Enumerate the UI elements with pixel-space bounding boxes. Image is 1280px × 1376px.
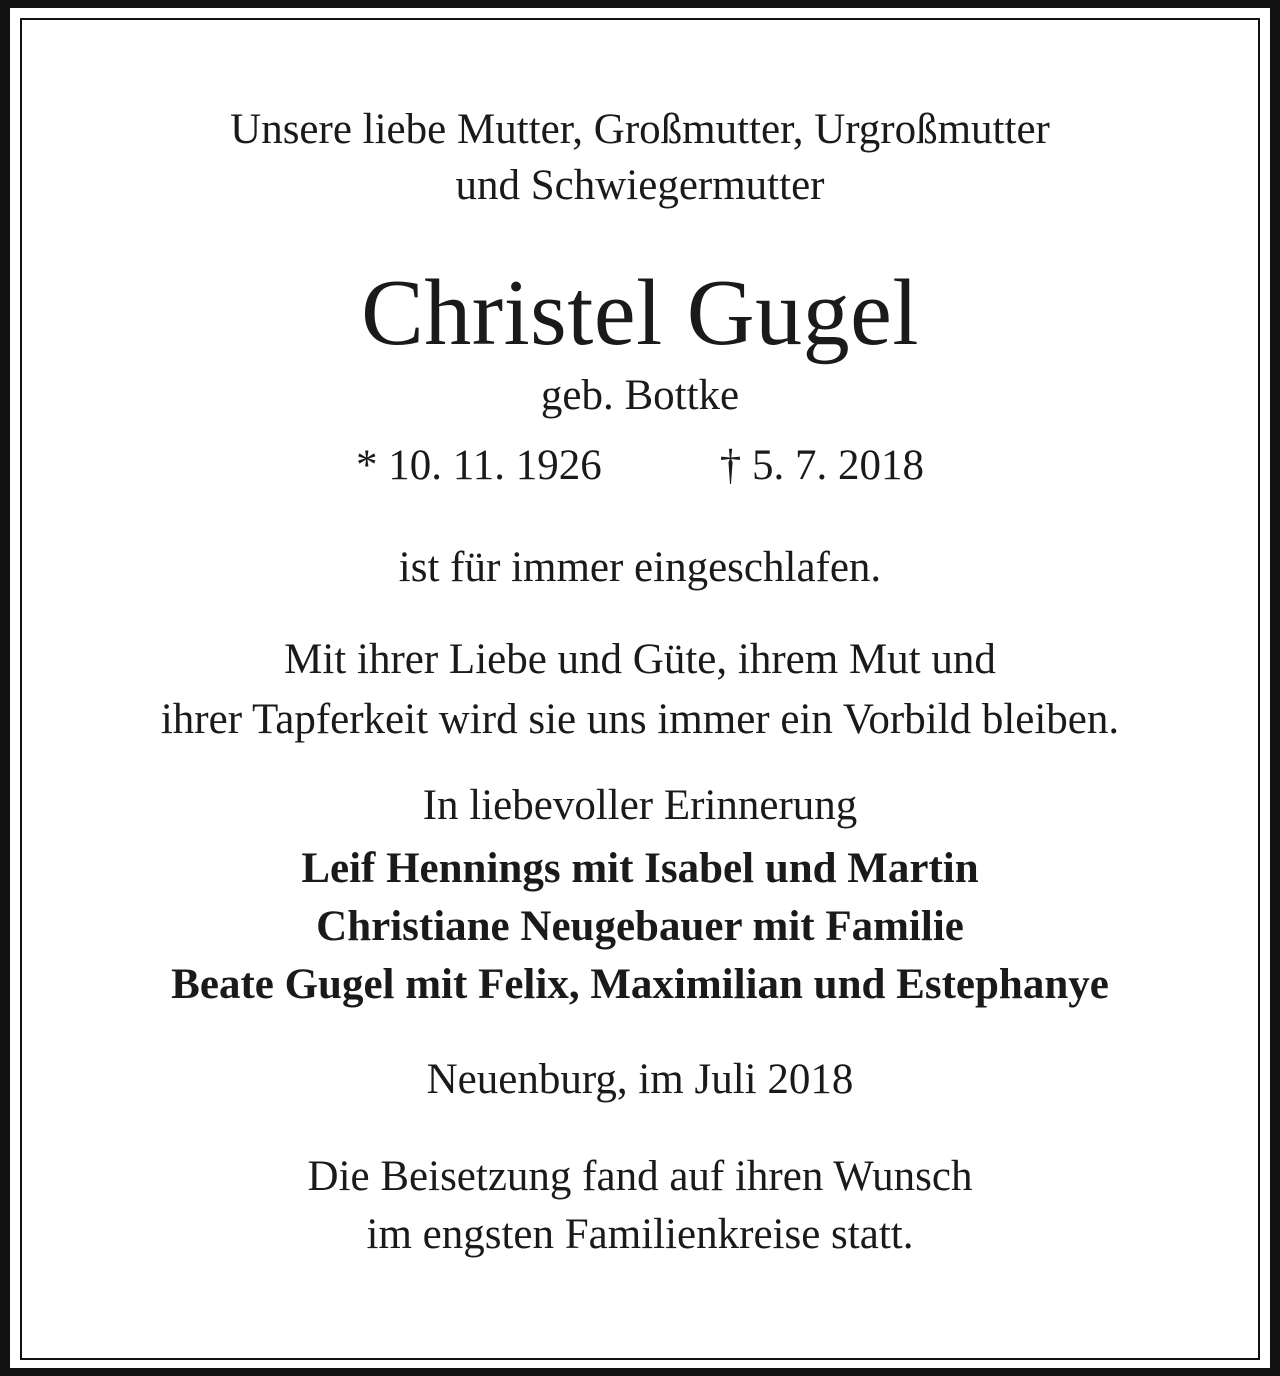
tribute-text (20, 630, 1260, 750)
death-date: † 5. 7. 2018 (719, 442, 924, 489)
mourner-entry: Leif Hennings mit Isabel und Martin (301, 845, 979, 892)
birth-name: geb. Bottke (540, 372, 740, 419)
passing-statement: ist für immer eingeschlafen. (398, 544, 882, 591)
intro-text (20, 102, 1260, 214)
remembrance-heading: In liebevoller Erinnerung (422, 782, 858, 829)
intro-line: und Schwiegermutter (455, 162, 825, 209)
place-and-date: Neuenburg, im Juli 2018 (426, 1056, 854, 1103)
obituary-notice (20, 18, 1260, 1264)
mourner-entry: Christiane Neugebauer mit Familie (316, 903, 964, 950)
burial-note (20, 1148, 1260, 1264)
burial-line: im engsten Familienkreise statt. (366, 1211, 914, 1258)
tribute-line: ihrer Tapferkeit wird sie uns immer ein Vorbild bleiben. (160, 696, 1120, 743)
intro-line: Unsere liebe Mutter, Großmutter, Urgroßmutter (230, 106, 1050, 153)
deceased-name: Christel Gugel (361, 261, 919, 365)
tribute-line: Mit ihrer Liebe und Güte, ihrem Mut und (284, 636, 996, 683)
birth-date: * 10. 11. 1926 (356, 442, 602, 489)
mourner-entry: Beate Gugel mit Felix, Maximilian und Estephanye (171, 961, 1109, 1008)
life-dates (20, 438, 1260, 494)
burial-line: Die Beisetzung fand auf ihren Wunsch (307, 1153, 973, 1200)
mourners-list (20, 840, 1260, 1014)
